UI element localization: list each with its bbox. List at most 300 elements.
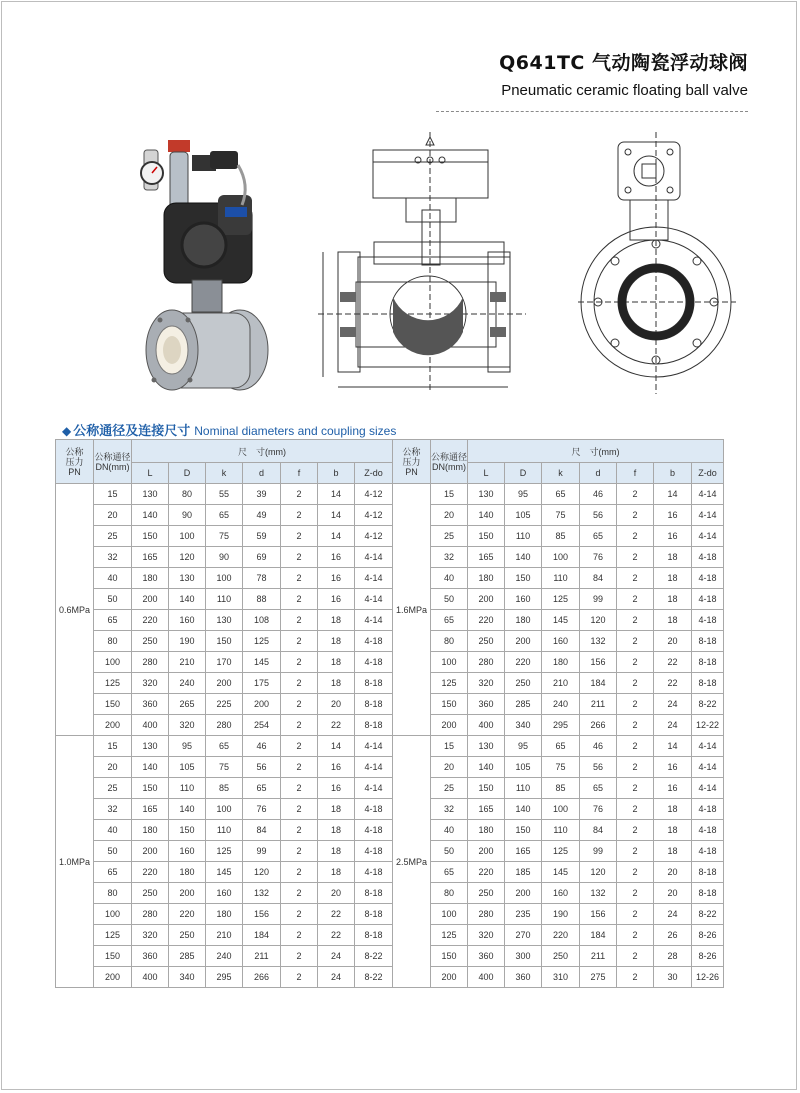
dimension-cell-right: 280 bbox=[468, 652, 505, 673]
dimension-cell: 130 bbox=[132, 484, 169, 505]
dimension-cell: 18 bbox=[318, 841, 355, 862]
dimension-cell-right: 18 bbox=[654, 547, 692, 568]
dn-cell-right: 80 bbox=[431, 883, 468, 904]
dimension-cell-right: 14 bbox=[654, 484, 692, 505]
dimension-cell-right: 211 bbox=[580, 946, 617, 967]
dimension-cell: 108 bbox=[243, 610, 281, 631]
dimension-cell-right: 2 bbox=[617, 631, 654, 652]
dn-cell-right: 20 bbox=[431, 505, 468, 526]
dimension-cell-right: 65 bbox=[542, 736, 580, 757]
dimension-cell: 88 bbox=[243, 589, 281, 610]
dimension-cell: 130 bbox=[206, 610, 243, 631]
table-row bbox=[56, 652, 724, 673]
dimension-cell-right: 46 bbox=[580, 484, 617, 505]
dimension-cell: 8-18 bbox=[355, 925, 393, 946]
dimension-cell-right: 220 bbox=[542, 925, 580, 946]
dimension-cell: 254 bbox=[243, 715, 281, 736]
table-row bbox=[56, 589, 724, 610]
col-header-d-right: d bbox=[580, 463, 617, 484]
dimension-cell-right: 2 bbox=[617, 673, 654, 694]
dimension-cell: 18 bbox=[318, 673, 355, 694]
dimension-cell: 145 bbox=[206, 862, 243, 883]
dimension-cell-right: 18 bbox=[654, 589, 692, 610]
dimension-cell: 8-18 bbox=[355, 694, 393, 715]
dimension-cell: 84 bbox=[243, 820, 281, 841]
dimension-cell-right: 200 bbox=[468, 841, 505, 862]
dn-cell: 65 bbox=[94, 610, 132, 631]
dimension-cell-right: 165 bbox=[468, 799, 505, 820]
dimension-cell: 280 bbox=[206, 715, 243, 736]
dn-cell-right: 25 bbox=[431, 778, 468, 799]
col-header-zdo-right: Z-do bbox=[692, 463, 724, 484]
pn-cell-right: 2.5MPa bbox=[393, 736, 431, 988]
dimension-cell: 120 bbox=[243, 862, 281, 883]
dimension-cell: 211 bbox=[243, 946, 281, 967]
dimension-cell: 250 bbox=[132, 883, 169, 904]
dimension-cell: 100 bbox=[169, 526, 206, 547]
dimension-cell-right: 16 bbox=[654, 757, 692, 778]
dn-cell: 40 bbox=[94, 568, 132, 589]
dimension-cell-right: 20 bbox=[654, 862, 692, 883]
dimension-cell: 90 bbox=[206, 547, 243, 568]
dimension-cell: 14 bbox=[318, 526, 355, 547]
dimension-cell-right: 8-18 bbox=[692, 883, 724, 904]
dimension-cell: 18 bbox=[318, 799, 355, 820]
dimension-cell-right: 99 bbox=[580, 589, 617, 610]
dimension-cell-right: 84 bbox=[580, 568, 617, 589]
dimension-cell-right: 2 bbox=[617, 862, 654, 883]
dimension-cell-right: 56 bbox=[580, 757, 617, 778]
dimension-cell-right: 2 bbox=[617, 946, 654, 967]
dn-cell: 125 bbox=[94, 925, 132, 946]
dimension-cell-right: 150 bbox=[505, 568, 542, 589]
dimension-cell-right: 2 bbox=[617, 484, 654, 505]
dimension-cell-right: 140 bbox=[505, 547, 542, 568]
dimension-cell: 90 bbox=[169, 505, 206, 526]
dimension-cell: 14 bbox=[318, 505, 355, 526]
dimension-cell-right: 2 bbox=[617, 883, 654, 904]
dimension-cell: 265 bbox=[169, 694, 206, 715]
dimension-cell-right: 4-14 bbox=[692, 757, 724, 778]
dn-cell-right: 50 bbox=[431, 589, 468, 610]
dimension-cell: 320 bbox=[132, 925, 169, 946]
dimension-cell: 4-12 bbox=[355, 526, 393, 547]
dimension-cell-right: 211 bbox=[580, 694, 617, 715]
dimension-cell-right: 30 bbox=[654, 967, 692, 988]
dimension-cell: 2 bbox=[281, 652, 318, 673]
dimension-cell: 2 bbox=[281, 841, 318, 862]
dimension-cell: 4-12 bbox=[355, 484, 393, 505]
dimension-cell: 2 bbox=[281, 757, 318, 778]
dimension-cell-right: 2 bbox=[617, 757, 654, 778]
table-row bbox=[56, 904, 724, 925]
dimension-cell: 4-18 bbox=[355, 652, 393, 673]
table-row bbox=[56, 778, 724, 799]
dimension-cell-right: 95 bbox=[505, 736, 542, 757]
dimension-cell: 150 bbox=[206, 631, 243, 652]
dimension-cell-right: 270 bbox=[505, 925, 542, 946]
dimension-cell-right: 360 bbox=[505, 967, 542, 988]
dimension-cell-right: 180 bbox=[505, 610, 542, 631]
dimension-cell: 75 bbox=[206, 526, 243, 547]
dimension-cell: 2 bbox=[281, 925, 318, 946]
dimension-cell: 8-22 bbox=[355, 967, 393, 988]
dimension-cell: 225 bbox=[206, 694, 243, 715]
dimension-cell-right: 400 bbox=[468, 715, 505, 736]
dn-cell: 125 bbox=[94, 673, 132, 694]
product-title-cn: Q641TC 气动陶瓷浮动球阀 bbox=[499, 52, 748, 74]
dimension-cell-right: 156 bbox=[580, 652, 617, 673]
dimension-cell-right: 320 bbox=[468, 673, 505, 694]
dimension-cell-right: 295 bbox=[542, 715, 580, 736]
dn-cell-right: 200 bbox=[431, 967, 468, 988]
dn-cell: 80 bbox=[94, 883, 132, 904]
dimension-cell-right: 360 bbox=[468, 946, 505, 967]
header-dimensions: 尺 寸(mm) bbox=[132, 440, 393, 463]
col-header-d: d bbox=[243, 463, 281, 484]
dimension-cell: 280 bbox=[132, 904, 169, 925]
dimension-cell-right: 4-14 bbox=[692, 736, 724, 757]
dimension-cell: 400 bbox=[132, 715, 169, 736]
dimension-cell-right: 310 bbox=[542, 967, 580, 988]
dimension-cell-right: 65 bbox=[542, 484, 580, 505]
dimension-cell: 160 bbox=[206, 883, 243, 904]
dn-cell-right: 65 bbox=[431, 610, 468, 631]
dimension-cell-right: 2 bbox=[617, 589, 654, 610]
dimension-cell-right: 95 bbox=[505, 484, 542, 505]
dimension-cell: 160 bbox=[169, 841, 206, 862]
dimension-cell: 39 bbox=[243, 484, 281, 505]
dimension-cell: 160 bbox=[169, 610, 206, 631]
dimension-cell-right: 28 bbox=[654, 946, 692, 967]
dimension-cell: 360 bbox=[132, 946, 169, 967]
dimension-cell: 65 bbox=[206, 505, 243, 526]
dimension-cell-right: 2 bbox=[617, 967, 654, 988]
dimension-cell-right: 240 bbox=[542, 694, 580, 715]
dimension-cell-right: 12-26 bbox=[692, 967, 724, 988]
dimension-cell: 2 bbox=[281, 736, 318, 757]
dimension-cell-right: 65 bbox=[580, 778, 617, 799]
dimension-cell-right: 145 bbox=[542, 610, 580, 631]
dimension-cell-right: 75 bbox=[542, 757, 580, 778]
dimension-cell-right: 140 bbox=[468, 505, 505, 526]
dimension-cell-right: 360 bbox=[468, 694, 505, 715]
dimension-cell-right: 4-18 bbox=[692, 589, 724, 610]
dimension-cell-right: 2 bbox=[617, 610, 654, 631]
table-row bbox=[56, 967, 724, 988]
dimension-cell: 250 bbox=[169, 925, 206, 946]
dn-cell: 50 bbox=[94, 841, 132, 862]
dimension-cell: 170 bbox=[206, 652, 243, 673]
dimension-cell: 49 bbox=[243, 505, 281, 526]
dimension-cell: 105 bbox=[169, 757, 206, 778]
dimension-cell-right: 2 bbox=[617, 820, 654, 841]
dimension-cell-right: 220 bbox=[505, 652, 542, 673]
dimension-cell-right: 4-18 bbox=[692, 610, 724, 631]
dimension-cell: 295 bbox=[206, 967, 243, 988]
dimension-cell-right: 8-18 bbox=[692, 862, 724, 883]
dimension-cell: 14 bbox=[318, 484, 355, 505]
dimension-cell: 285 bbox=[169, 946, 206, 967]
dimension-cell-right: 8-26 bbox=[692, 925, 724, 946]
dimension-cell-right: 76 bbox=[580, 799, 617, 820]
dimension-cell-right: 14 bbox=[654, 736, 692, 757]
dimension-cell-right: 2 bbox=[617, 505, 654, 526]
pn-cell: 0.6MPa bbox=[56, 484, 94, 736]
dimension-cell: 69 bbox=[243, 547, 281, 568]
dimension-cell-right: 250 bbox=[468, 631, 505, 652]
dimension-cell: 100 bbox=[206, 799, 243, 820]
table-row bbox=[56, 820, 724, 841]
dimension-cell: 320 bbox=[169, 715, 206, 736]
table-body bbox=[56, 484, 724, 988]
dimension-cell: 2 bbox=[281, 862, 318, 883]
dimension-cell-right: 22 bbox=[654, 652, 692, 673]
table-row bbox=[56, 694, 724, 715]
dimension-cell-right: 110 bbox=[542, 568, 580, 589]
dimension-cell: 266 bbox=[243, 967, 281, 988]
dimension-cell: 140 bbox=[169, 589, 206, 610]
dimension-cell: 210 bbox=[206, 925, 243, 946]
dimension-cell-right: 4-14 bbox=[692, 526, 724, 547]
dimension-cell: 4-18 bbox=[355, 820, 393, 841]
dimension-cell-right: 8-18 bbox=[692, 652, 724, 673]
dimension-cell-right: 8-22 bbox=[692, 694, 724, 715]
dn-cell-right: 15 bbox=[431, 484, 468, 505]
dn-cell: 200 bbox=[94, 967, 132, 988]
dimension-cell: 76 bbox=[243, 799, 281, 820]
col-header-k-right: k bbox=[542, 463, 580, 484]
col-header-L: L bbox=[132, 463, 169, 484]
dimension-cell: 2 bbox=[281, 589, 318, 610]
dimension-cell: 4-18 bbox=[355, 631, 393, 652]
dimension-cell-right: 18 bbox=[654, 610, 692, 631]
dimension-cell-right: 165 bbox=[468, 547, 505, 568]
dimension-cell-right: 105 bbox=[505, 757, 542, 778]
dimension-cell-right: 85 bbox=[542, 778, 580, 799]
dimension-cell: 4-14 bbox=[355, 736, 393, 757]
dimension-cell: 150 bbox=[169, 820, 206, 841]
dimension-cell: 4-12 bbox=[355, 505, 393, 526]
dimension-cell-right: 8-18 bbox=[692, 673, 724, 694]
dimension-cell: 2 bbox=[281, 631, 318, 652]
dimension-cell: 180 bbox=[169, 862, 206, 883]
dimension-cell: 85 bbox=[206, 778, 243, 799]
dimension-cell: 2 bbox=[281, 694, 318, 715]
table-row bbox=[56, 862, 724, 883]
header-dn-right: 公称通径 DN(mm) bbox=[431, 440, 468, 484]
dimension-cell: 2 bbox=[281, 967, 318, 988]
dimension-cell-right: 120 bbox=[580, 610, 617, 631]
dimension-cell-right: 46 bbox=[580, 736, 617, 757]
col-header-D-right: D bbox=[505, 463, 542, 484]
dn-cell: 15 bbox=[94, 736, 132, 757]
table-row bbox=[56, 757, 724, 778]
dimension-cell: 20 bbox=[318, 694, 355, 715]
table-row bbox=[56, 883, 724, 904]
dimension-cell: 100 bbox=[206, 568, 243, 589]
dimension-cell: 145 bbox=[243, 652, 281, 673]
dimension-cell-right: 22 bbox=[654, 673, 692, 694]
dimension-cell-right: 250 bbox=[542, 946, 580, 967]
dimension-cell: 2 bbox=[281, 484, 318, 505]
dn-cell-right: 125 bbox=[431, 673, 468, 694]
dn-cell: 100 bbox=[94, 904, 132, 925]
dn-cell-right: 40 bbox=[431, 820, 468, 841]
dimension-cell: 4-14 bbox=[355, 610, 393, 631]
dimension-cell: 250 bbox=[132, 631, 169, 652]
dimension-cell-right: 250 bbox=[505, 673, 542, 694]
dimension-cell: 165 bbox=[132, 799, 169, 820]
table-row bbox=[56, 715, 724, 736]
dimension-cell-right: 250 bbox=[468, 883, 505, 904]
dimension-cell: 2 bbox=[281, 526, 318, 547]
dimension-cell: 16 bbox=[318, 589, 355, 610]
dn-cell-right: 50 bbox=[431, 841, 468, 862]
dimension-cell: 8-18 bbox=[355, 673, 393, 694]
dn-cell: 40 bbox=[94, 820, 132, 841]
dimension-cell-right: 2 bbox=[617, 652, 654, 673]
dimension-cell-right: 180 bbox=[542, 652, 580, 673]
dimension-cell-right: 132 bbox=[580, 631, 617, 652]
col-header-b-right: b bbox=[654, 463, 692, 484]
dn-cell-right: 150 bbox=[431, 946, 468, 967]
dimension-cell-right: 100 bbox=[542, 799, 580, 820]
dimension-cell-right: 2 bbox=[617, 799, 654, 820]
dn-cell-right: 150 bbox=[431, 694, 468, 715]
dimension-cell: 16 bbox=[318, 568, 355, 589]
dimension-cell: 125 bbox=[206, 841, 243, 862]
dimension-cell: 180 bbox=[132, 568, 169, 589]
dimension-cell: 2 bbox=[281, 673, 318, 694]
dimension-cell: 132 bbox=[243, 883, 281, 904]
dimension-cell-right: 110 bbox=[505, 778, 542, 799]
dimension-cell: 4-14 bbox=[355, 547, 393, 568]
dn-cell: 32 bbox=[94, 547, 132, 568]
dn-cell: 150 bbox=[94, 946, 132, 967]
dimension-cell-right: 4-14 bbox=[692, 778, 724, 799]
section-title-cn: 公称通径及连接尺寸 bbox=[73, 424, 191, 439]
dimension-cell-right: 110 bbox=[542, 820, 580, 841]
dimension-cell-right: 190 bbox=[542, 904, 580, 925]
dimension-cell: 120 bbox=[169, 547, 206, 568]
dimension-cell-right: 18 bbox=[654, 568, 692, 589]
dimension-cell: 4-14 bbox=[355, 757, 393, 778]
dimension-cell-right: 300 bbox=[505, 946, 542, 967]
dimension-cell-right: 20 bbox=[654, 631, 692, 652]
dimension-cell-right: 4-18 bbox=[692, 568, 724, 589]
table-row bbox=[56, 673, 724, 694]
dimension-cell: 130 bbox=[169, 568, 206, 589]
col-header-D: D bbox=[169, 463, 206, 484]
table-row bbox=[56, 484, 724, 505]
dimension-cell: 156 bbox=[243, 904, 281, 925]
dimension-cell: 16 bbox=[318, 547, 355, 568]
col-header-L-right: L bbox=[468, 463, 505, 484]
section-title-en: Nominal diameters and coupling sizes bbox=[194, 424, 397, 438]
dimension-cell-right: 180 bbox=[468, 568, 505, 589]
dimension-cell-right: 130 bbox=[468, 736, 505, 757]
dimension-cell: 4-18 bbox=[355, 799, 393, 820]
dimension-cell-right: 150 bbox=[468, 778, 505, 799]
dimension-cell-right: 18 bbox=[654, 820, 692, 841]
dimension-cell: 110 bbox=[206, 820, 243, 841]
dimension-cell-right: 184 bbox=[580, 673, 617, 694]
pn-cell-right: 1.6MPa bbox=[393, 484, 431, 736]
dn-cell-right: 40 bbox=[431, 568, 468, 589]
dimension-cell-right: 24 bbox=[654, 694, 692, 715]
table-row bbox=[56, 610, 724, 631]
dimension-cell-right: 2 bbox=[617, 547, 654, 568]
dimension-cell: 22 bbox=[318, 925, 355, 946]
dimension-cell: 2 bbox=[281, 568, 318, 589]
dimension-cell-right: 200 bbox=[505, 631, 542, 652]
table-row bbox=[56, 568, 724, 589]
dimension-cell: 2 bbox=[281, 883, 318, 904]
dimension-cell: 4-14 bbox=[355, 778, 393, 799]
dimension-cell: 140 bbox=[132, 757, 169, 778]
dimension-cell: 150 bbox=[132, 778, 169, 799]
dimension-cell: 200 bbox=[132, 589, 169, 610]
dimension-cell-right: 4-18 bbox=[692, 820, 724, 841]
dn-cell-right: 25 bbox=[431, 526, 468, 547]
dimension-cell: 210 bbox=[169, 652, 206, 673]
dimension-cell: 340 bbox=[169, 967, 206, 988]
dimension-cell: 2 bbox=[281, 799, 318, 820]
dn-cell: 200 bbox=[94, 715, 132, 736]
dimension-cell: 110 bbox=[206, 589, 243, 610]
dimension-cell-right: 220 bbox=[468, 610, 505, 631]
dimension-cell-right: 76 bbox=[580, 547, 617, 568]
dn-cell: 65 bbox=[94, 862, 132, 883]
dimension-cell: 24 bbox=[318, 946, 355, 967]
table-row bbox=[56, 631, 724, 652]
dn-cell: 20 bbox=[94, 505, 132, 526]
dimension-cell-right: 125 bbox=[542, 841, 580, 862]
dimension-cell-right: 4-18 bbox=[692, 547, 724, 568]
dimension-cell-right: 200 bbox=[468, 589, 505, 610]
dimension-cell-right: 266 bbox=[580, 715, 617, 736]
valve-flange-end-drawing-icon bbox=[578, 132, 738, 397]
dimension-cell-right: 65 bbox=[580, 526, 617, 547]
dimension-cell-right: 210 bbox=[542, 673, 580, 694]
dimension-cell-right: 285 bbox=[505, 694, 542, 715]
pneumatic-valve-photo-icon bbox=[130, 125, 290, 410]
dn-cell: 25 bbox=[94, 526, 132, 547]
dimension-cell-right: 2 bbox=[617, 736, 654, 757]
dimension-cell-right: 100 bbox=[542, 547, 580, 568]
dimension-cell: 2 bbox=[281, 820, 318, 841]
dn-cell-right: 200 bbox=[431, 715, 468, 736]
dimension-cell: 200 bbox=[169, 883, 206, 904]
dimension-cell: 4-18 bbox=[355, 862, 393, 883]
dimension-cell: 8-18 bbox=[355, 904, 393, 925]
col-header-f-right: f bbox=[617, 463, 654, 484]
col-header-zdo: Z-do bbox=[355, 463, 393, 484]
dimension-cell: 4-18 bbox=[355, 841, 393, 862]
dimension-cell: 18 bbox=[318, 631, 355, 652]
dimension-cell: 65 bbox=[243, 778, 281, 799]
dimension-cell-right: 18 bbox=[654, 841, 692, 862]
dimension-cell-right: 132 bbox=[580, 883, 617, 904]
dimension-cell: 99 bbox=[243, 841, 281, 862]
dimension-cell-right: 24 bbox=[654, 715, 692, 736]
dn-cell: 80 bbox=[94, 631, 132, 652]
dimension-cell-right: 220 bbox=[468, 862, 505, 883]
dimension-cell: 2 bbox=[281, 904, 318, 925]
dimension-cell: 2 bbox=[281, 547, 318, 568]
dimension-cell-right: 160 bbox=[542, 883, 580, 904]
